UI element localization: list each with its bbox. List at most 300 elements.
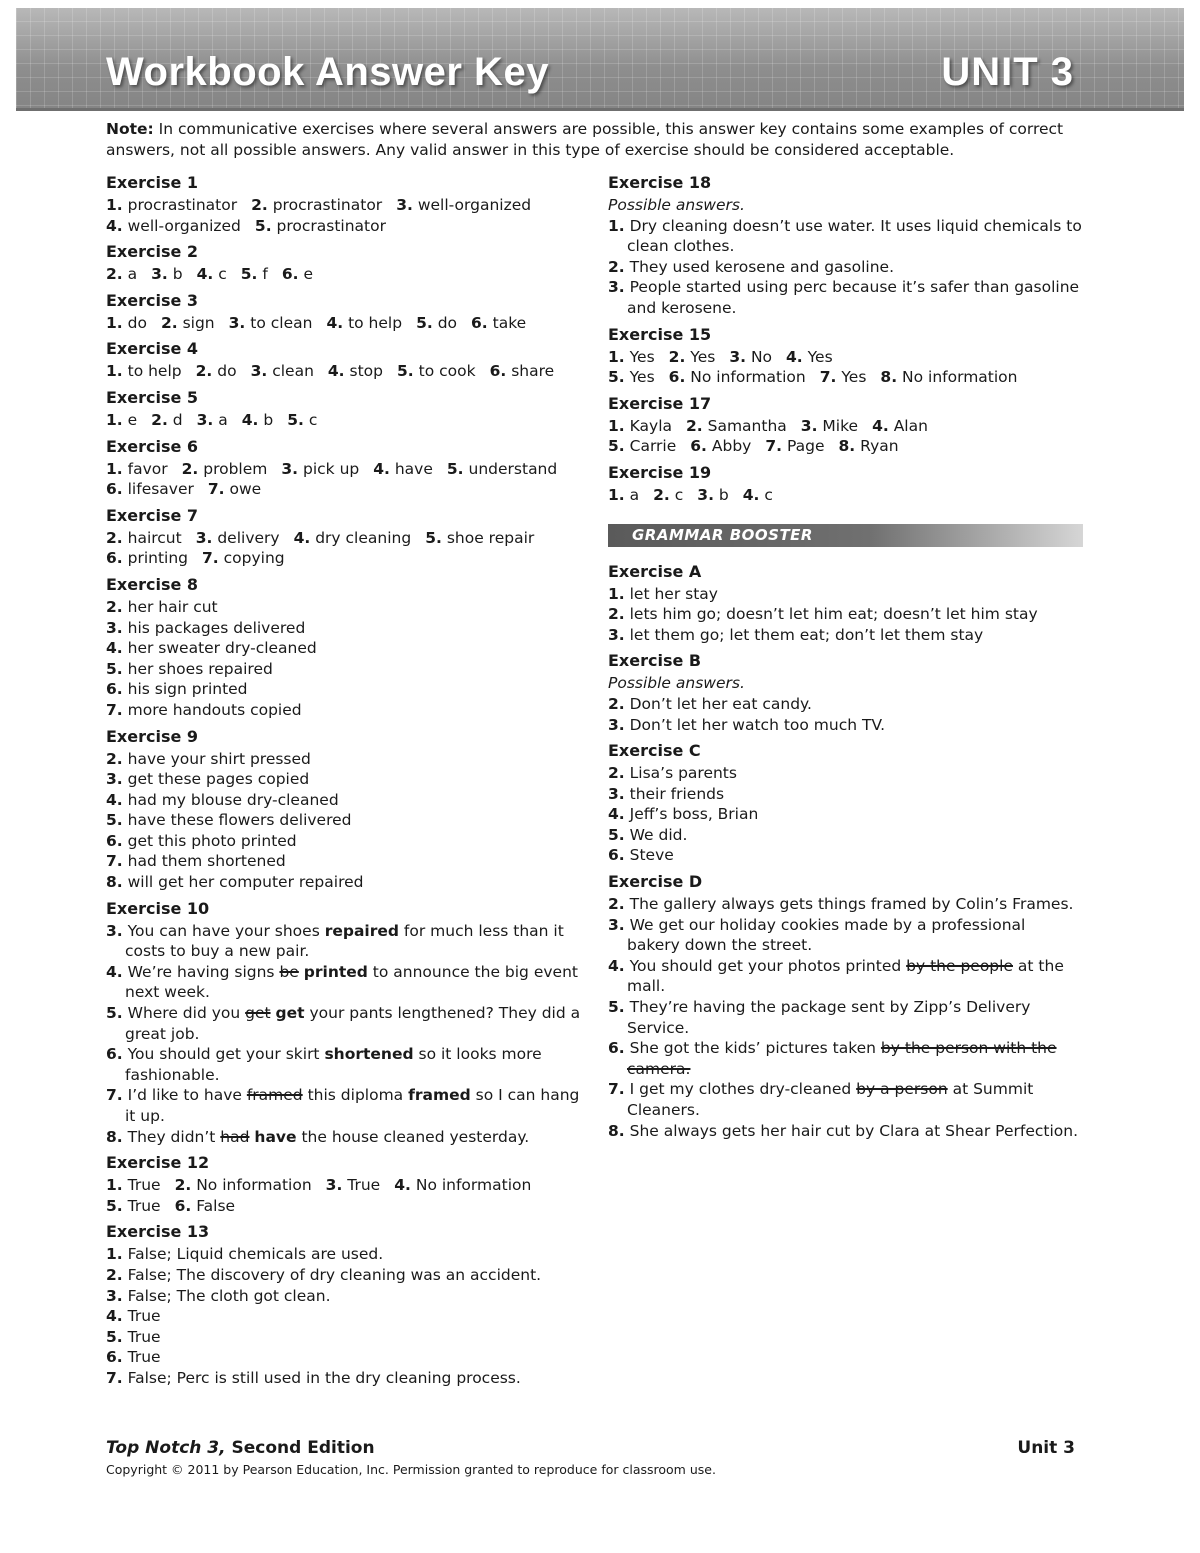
answer-number: 1.: [106, 459, 123, 478]
exercise: [608, 871, 1083, 1141]
answer-text: delivery: [217, 528, 280, 547]
exercise-title: Exercise 15: [608, 324, 712, 344]
answer-number: 8.: [106, 873, 123, 892]
answer-line: [106, 361, 581, 382]
answer-number: 4.: [293, 528, 311, 547]
answer-text: Jeff’s boss, Brian: [629, 805, 759, 824]
unit-label: UNIT 3: [941, 50, 1074, 94]
answer-item: [608, 584, 1083, 605]
answer-number: 7.: [106, 1086, 123, 1105]
answer-number: 6.: [106, 680, 123, 699]
answer-text: a: [218, 410, 228, 429]
answer-text: False: [196, 1196, 236, 1215]
answer-item: [106, 597, 581, 618]
answer-item: [106, 962, 581, 1003]
answer-number: 3.: [608, 625, 625, 644]
answer-text: to announce the big event next week.: [125, 962, 578, 1002]
answer-item: [608, 715, 1083, 736]
struck-text: be: [279, 962, 299, 981]
answer-number: 4.: [373, 459, 390, 478]
page-title: Workbook Answer Key: [106, 50, 549, 94]
answer-text: her shoes repaired: [127, 659, 273, 678]
exercise: [106, 436, 581, 500]
answer-line: [106, 1175, 581, 1196]
answer-line: [106, 479, 581, 500]
answer-number: 7.: [202, 549, 219, 568]
answer-item: [608, 257, 1083, 278]
answer-number: 5.: [608, 825, 625, 844]
answer-item: [608, 1079, 1083, 1120]
exercise-title: Exercise 1: [106, 173, 199, 192]
answer-number: 6.: [106, 1045, 123, 1064]
answer-text: No: [750, 347, 773, 366]
answer-number: 5.: [106, 1196, 123, 1215]
answer-number: 8.: [838, 437, 856, 456]
answer-text: problem: [203, 459, 268, 478]
answer-text: We get our holiday cookies made by a professional bakery down the street.: [627, 915, 1026, 955]
answer-number: 5.: [446, 459, 464, 478]
answer-text: shoe repair: [446, 528, 535, 547]
answer-number: 7.: [106, 700, 123, 719]
exercise: [106, 1221, 581, 1388]
exercise: [106, 574, 581, 721]
answer-text: to help: [127, 362, 182, 381]
answer-number: 4.: [608, 956, 625, 975]
answer-number: 6.: [489, 362, 507, 381]
answer-text: get these pages copied: [127, 770, 310, 789]
exercise-title: Exercise 7: [106, 505, 199, 525]
answer-line: [106, 1196, 581, 1217]
answer-item: [106, 921, 581, 962]
answer-number: 2.: [106, 1265, 123, 1284]
answer-number: 8.: [880, 368, 898, 387]
answer-item: [106, 659, 581, 680]
note-label: Note:: [106, 120, 154, 138]
answer-number: 3.: [608, 278, 625, 297]
answer-number: 6.: [106, 549, 123, 568]
answer-line: [106, 459, 581, 480]
footer-book-title: [106, 1438, 375, 1458]
answer-line: [106, 528, 581, 549]
answer-number: 3.: [608, 915, 625, 934]
answer-number: 2.: [251, 196, 268, 214]
answer-text: True: [127, 1307, 161, 1326]
answer-number: 2.: [195, 362, 213, 381]
answer-number: 3.: [250, 362, 268, 381]
answer-number: 1.: [608, 216, 625, 235]
answer-correction: shortened: [324, 1045, 414, 1064]
answer-number: 2.: [668, 347, 686, 366]
answer-number: 6.: [608, 846, 625, 865]
answer-text: Samantha: [707, 416, 787, 435]
answer-text: Don’t let her watch too much TV.: [629, 715, 885, 734]
answer-text: I’d like to have: [127, 1086, 247, 1105]
answer-text: c: [308, 410, 318, 429]
struck-text: by the people: [906, 956, 1013, 975]
answer-number: 6.: [174, 1196, 192, 1215]
answer-number: 2.: [174, 1176, 192, 1195]
exercise: [106, 338, 581, 382]
answer-number: 4.: [394, 1176, 411, 1195]
answer-number: 2.: [608, 895, 625, 914]
answer-item: [106, 1327, 581, 1348]
answer-text: People started using perc because it’s safer than gasoline and kerosene.: [627, 278, 1080, 317]
answer-text: Don’t let her eat candy.: [629, 694, 812, 713]
answer-text: copying: [223, 549, 285, 568]
footer-copyright: Copyright © 2011 by Pearson Education, Inc. Permission granted to reproduce for classroom use.: [106, 1462, 716, 1477]
answer-number: 5.: [106, 811, 123, 830]
answer-line: [608, 416, 1083, 437]
answer-number: 1.: [608, 485, 625, 504]
answer-text: sign: [182, 313, 215, 332]
answer-item: [106, 1265, 581, 1286]
answer-text: haircut: [127, 528, 182, 547]
answer-item: [608, 956, 1083, 997]
answer-text: had my blouse dry-cleaned: [127, 790, 339, 809]
answer-text: at the mall.: [627, 956, 1064, 996]
answer-number: 3.: [325, 1176, 343, 1195]
answer-text: favor: [127, 459, 168, 478]
answer-text: procrastinator: [272, 196, 383, 214]
answer-text: No information: [690, 368, 806, 387]
answer-item: [106, 1347, 581, 1368]
answer-number: 4.: [327, 362, 345, 381]
answer-line: [106, 410, 581, 431]
answer-text: f: [262, 265, 268, 284]
exercise: [608, 462, 1083, 506]
answer-text: e: [127, 410, 138, 429]
answer-text: dry cleaning: [315, 528, 412, 547]
answer-text: to clean: [250, 313, 313, 332]
answer-text: have your shirt pressed: [127, 749, 311, 768]
answer-number: 2.: [106, 749, 123, 768]
answer-item: [106, 1306, 581, 1327]
answer-text: the house cleaned yesterday.: [296, 1127, 530, 1146]
answer-number: 3.: [396, 196, 413, 214]
answer-text: have these flowers delivered: [127, 811, 352, 830]
exercise: [608, 172, 1083, 319]
answer-item: [106, 638, 581, 659]
answer-text: False; Perc is still used in the dry cleaning process.: [127, 1368, 521, 1387]
answer-text: do: [127, 313, 147, 332]
answer-text: Abby: [711, 437, 752, 456]
answer-number: 2.: [160, 313, 178, 332]
answer-number: 5.: [287, 410, 304, 429]
answer-text: b: [718, 485, 729, 504]
answer-text: Yes: [690, 347, 716, 366]
answer-text: your pants lengthened? They did a great job.: [125, 1004, 581, 1043]
answer-number: 3.: [608, 715, 625, 734]
answer-number: 3.: [608, 784, 625, 803]
answer-text: pick up: [303, 459, 360, 478]
answer-text: let her stay: [629, 584, 718, 603]
answer-item: [608, 604, 1083, 625]
answer-item: [608, 277, 1083, 318]
answer-text: procrastinator: [276, 216, 386, 235]
answer-text: They used kerosene and gasoline.: [629, 257, 895, 276]
answer-item: [106, 700, 581, 721]
answer-line: [608, 367, 1083, 388]
left-column: [106, 172, 581, 1394]
answer-text: at Summit Cleaners.: [627, 1080, 1034, 1119]
exercise: [106, 726, 581, 893]
answer-text: She always gets her hair cut by Clara at Shear Perfection.: [629, 1121, 1078, 1140]
answer-item: [106, 1368, 581, 1389]
answer-number: 5.: [106, 1004, 123, 1023]
answer-number: 5.: [416, 313, 433, 332]
exercise: [608, 650, 1083, 735]
answer-item: [106, 872, 581, 893]
exercise-title: Exercise 9: [106, 726, 199, 746]
answer-number: 4.: [786, 347, 803, 366]
exercise-title: Exercise B: [608, 651, 702, 671]
answer-number: 6.: [281, 265, 299, 284]
exercise-title: Exercise 8: [106, 574, 199, 594]
answer-number: 1.: [608, 347, 625, 366]
answer-number: 2.: [686, 416, 703, 435]
answer-text: Kayla: [629, 416, 672, 435]
answer-text: True: [127, 1348, 161, 1367]
answer-text: True: [127, 1196, 161, 1215]
exercise: [106, 505, 581, 569]
answer-item: [106, 749, 581, 770]
answer-correction: framed: [408, 1086, 471, 1105]
answer-item: [608, 845, 1083, 866]
exercise-title: Exercise 13: [106, 1222, 210, 1242]
answer-item: [608, 825, 1083, 846]
answer-text: had them shortened: [127, 852, 286, 871]
answer-number: 3.: [697, 485, 714, 504]
answer-item: [106, 1085, 581, 1126]
answer-text: No information: [902, 368, 1018, 387]
answer-item: [106, 851, 581, 872]
answer-number: 1.: [106, 313, 123, 332]
grammar-booster-banner: GRAMMAR BOOSTER: [608, 524, 1083, 547]
answer-text: for much less than it costs to buy a new pair.: [125, 921, 564, 961]
answer-text: Yes: [629, 368, 655, 387]
answer-number: 3.: [106, 618, 123, 637]
answer-text: have: [394, 459, 433, 478]
answer-text: We did.: [629, 825, 688, 844]
answer-text: True: [127, 1176, 161, 1195]
answer-text: lifesaver: [127, 480, 194, 499]
answer-number: 2.: [181, 459, 199, 478]
answer-text: so I can hang it up.: [125, 1086, 580, 1125]
answer-number: 7.: [207, 480, 225, 499]
answer-text: You should get your skirt: [127, 1045, 325, 1064]
answer-number: 8.: [608, 1121, 625, 1140]
answer-text: They’re having the package sent by Zipp’s Delivery Service.: [627, 998, 1031, 1037]
answer-text: well-organized: [127, 216, 241, 235]
answer-number: 2.: [653, 485, 670, 504]
answer-number: 2.: [151, 410, 168, 429]
exercise: [106, 241, 581, 285]
answer-number: 5.: [240, 265, 258, 284]
answer-number: 2.: [608, 605, 625, 624]
exercise-title: Exercise 4: [106, 339, 199, 359]
answer-number: 6.: [608, 1039, 625, 1058]
answer-number: 5.: [425, 528, 442, 547]
answer-number: 5.: [106, 659, 123, 678]
exercise: [106, 172, 581, 236]
exercise-subtitle: Possible answers.: [608, 674, 745, 693]
exercise: [106, 387, 581, 431]
answer-item: [106, 769, 581, 790]
answer-text: Page: [786, 437, 825, 456]
answer-item: [106, 1286, 581, 1307]
answer-number: 2.: [106, 265, 123, 284]
answer-text: this diploma: [302, 1086, 409, 1105]
answer-number: 5.: [397, 362, 414, 381]
answer-text: They didn’t: [127, 1127, 221, 1146]
answer-text: False; The discovery of dry cleaning was an accident.: [127, 1265, 542, 1284]
answer-line: [106, 195, 581, 216]
answer-number: 7.: [608, 1080, 625, 1099]
struck-text: by the person with the camera.: [627, 1039, 1057, 1078]
answer-number: 4.: [326, 313, 344, 332]
answer-item: [608, 763, 1083, 784]
answer-number: 3.: [800, 416, 818, 435]
answer-item: [106, 1003, 581, 1044]
exercise: [608, 324, 1083, 388]
answer-number: 2.: [608, 257, 625, 276]
answer-number: 3.: [729, 347, 746, 366]
answer-text: get this photo printed: [127, 831, 297, 850]
answer-number: 5.: [608, 998, 625, 1017]
answer-item: [106, 618, 581, 639]
answer-item: [106, 1127, 581, 1148]
answer-number: 6.: [690, 437, 707, 456]
answer-number: 7.: [819, 368, 837, 387]
answer-number: 1.: [106, 362, 123, 381]
answer-text: their friends: [629, 784, 725, 803]
answer-text: clean: [272, 362, 314, 381]
answer-number: 2.: [106, 597, 123, 616]
answer-number: 5.: [608, 437, 625, 456]
answer-line: [608, 436, 1083, 457]
answer-text: Where did you: [127, 1004, 246, 1023]
answer-text: owe: [229, 480, 262, 499]
answer-text: True: [347, 1176, 381, 1195]
answer-number: 6.: [106, 831, 123, 850]
answer-text: share: [511, 362, 555, 381]
answer-item: [608, 216, 1083, 257]
answer-number: 7.: [106, 852, 123, 871]
answer-line: [106, 264, 581, 285]
answer-text: True: [127, 1327, 161, 1346]
note-paragraph: [106, 119, 1091, 161]
answer-correction: printed: [303, 962, 368, 981]
answer-text: to cook: [418, 362, 476, 381]
answer-text: lets him go; doesn’t let him eat; doesn’t let him stay: [629, 605, 1038, 624]
right-bottom-exercises: [608, 561, 1083, 1142]
answer-text: You can have your shoes: [127, 921, 325, 940]
answer-text: c: [764, 485, 773, 504]
answer-text: take: [492, 313, 527, 332]
answer-item: [608, 997, 1083, 1038]
answer-item: [608, 625, 1083, 646]
answer-number: 7.: [765, 437, 783, 456]
answer-number: 4.: [608, 805, 625, 824]
answer-number: 1.: [608, 584, 625, 603]
answer-number: 1.: [106, 1245, 123, 1264]
struck-text: had: [220, 1127, 250, 1146]
answer-number: 2.: [608, 694, 625, 713]
answer-text: Alan: [893, 416, 928, 435]
answer-number: 6.: [106, 480, 123, 499]
answer-text: well-organized: [417, 196, 532, 214]
answer-text: her hair cut: [127, 597, 218, 616]
exercise: [608, 393, 1083, 457]
answer-number: 4.: [872, 416, 889, 435]
footer-unit: Unit 3: [1017, 1438, 1075, 1458]
answer-text: Yes: [629, 347, 655, 366]
answer-number: 1.: [106, 1176, 123, 1195]
answer-item: [106, 790, 581, 811]
exercise: [608, 561, 1083, 646]
answer-number: 3.: [151, 265, 168, 284]
exercise-title: Exercise A: [608, 561, 702, 581]
exercise-title: Exercise 2: [106, 242, 199, 262]
footer-edition: Second Edition: [225, 1438, 375, 1458]
answer-number: 4.: [106, 790, 123, 809]
answer-text: She got the kids’ pictures taken: [629, 1039, 881, 1058]
exercise: [106, 898, 581, 1148]
answer-text: procrastinator: [127, 196, 238, 214]
answer-line: [608, 485, 1083, 506]
answer-number: 5.: [106, 1327, 123, 1346]
answer-line: [608, 347, 1083, 368]
answer-text: Steve: [629, 846, 674, 865]
exercise-title: Exercise 10: [106, 898, 210, 918]
answer-text: Mike: [822, 416, 859, 435]
exercise-title: Exercise 19: [608, 462, 712, 482]
answer-number: 6.: [668, 368, 686, 387]
struck-text: framed: [246, 1086, 303, 1105]
answer-line: [106, 313, 581, 334]
exercise-title: Exercise 12: [106, 1153, 210, 1173]
answer-number: 3.: [195, 528, 213, 547]
answer-text: her sweater dry-cleaned: [127, 639, 317, 658]
answer-number: 3.: [281, 459, 299, 478]
answer-number: 7.: [106, 1368, 123, 1387]
answer-number: 3.: [106, 1286, 123, 1305]
answer-line: [106, 548, 581, 569]
answer-number: 4.: [106, 962, 123, 981]
answer-correction: get: [275, 1004, 305, 1023]
exercise: [106, 1152, 581, 1216]
answer-number: 3.: [196, 410, 214, 429]
answer-item: [106, 831, 581, 852]
answer-text: We’re having signs: [127, 962, 280, 981]
answer-text: Ryan: [860, 437, 899, 456]
answer-text: False; The cloth got clean.: [127, 1286, 331, 1305]
answer-text: more handouts copied: [127, 700, 302, 719]
answer-text: stop: [349, 362, 383, 381]
answer-text: printing: [127, 549, 189, 568]
exercise-title: Exercise 18: [608, 173, 712, 192]
answer-correction: repaired: [324, 921, 399, 940]
answer-text: will get her computer repaired: [127, 873, 364, 892]
answer-number: 4.: [241, 410, 259, 429]
answer-number: 4.: [106, 1307, 123, 1326]
answer-correction: have: [254, 1127, 297, 1146]
answer-number: 3.: [228, 313, 246, 332]
answer-text: b: [263, 410, 274, 429]
answer-number: 6.: [106, 1348, 123, 1367]
answer-number: 2.: [106, 528, 123, 547]
exercise-title: Exercise 5: [106, 387, 199, 407]
